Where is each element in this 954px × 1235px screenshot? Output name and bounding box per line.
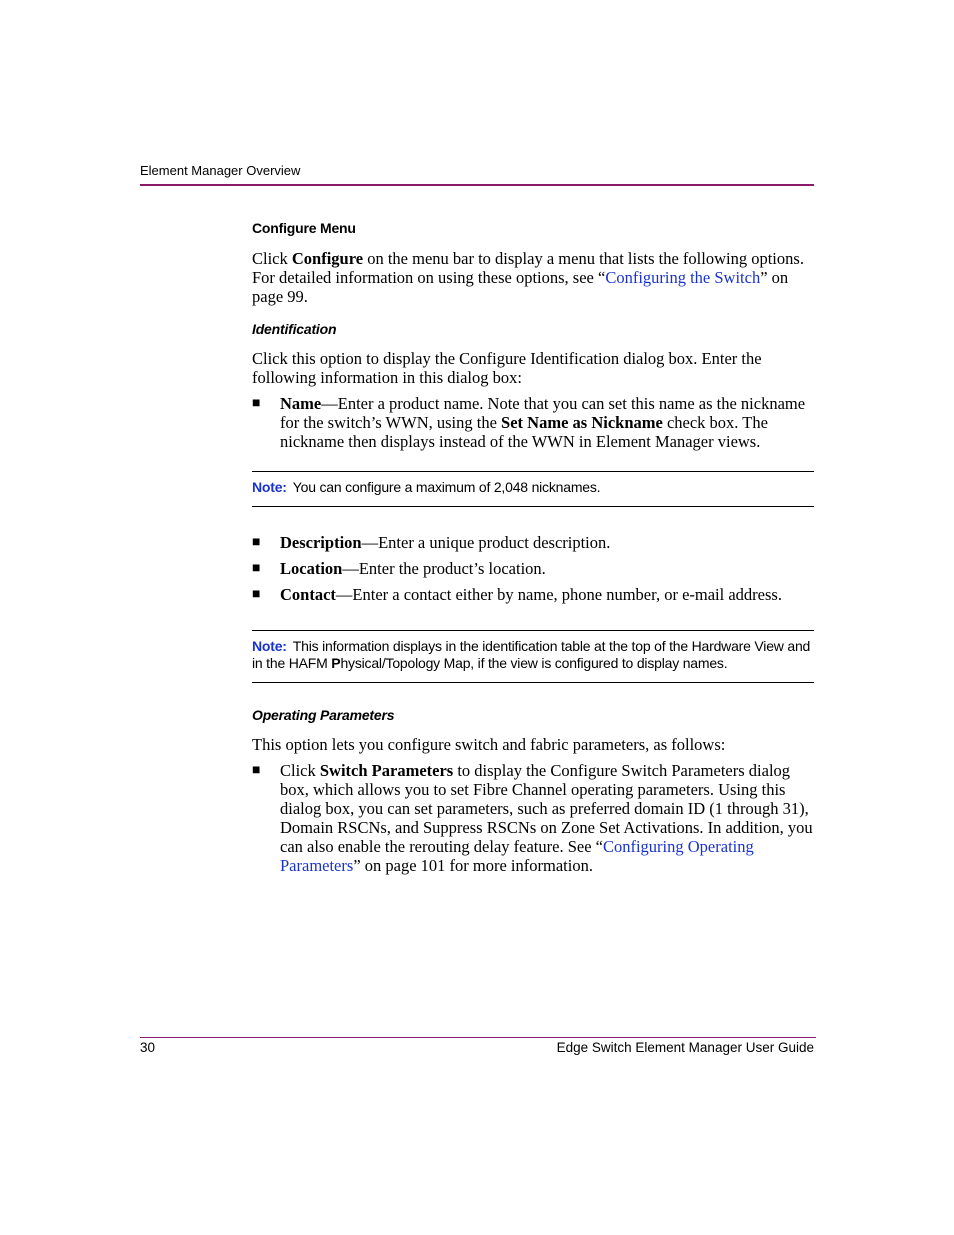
intro-bold-configure: Configure	[291, 249, 364, 268]
item-bold: Location	[280, 559, 343, 578]
note-text-1: This information displays in the identification table at the top of the Hardware View and in the HAFM	[252, 638, 811, 671]
item-text: —Enter a unique product description.	[361, 533, 611, 552]
section-intro	[252, 249, 814, 306]
name-text-2: check box. The nickname then displays instead of the WWN in Element Manager views.	[280, 413, 768, 451]
set-name-bold: Set Name as Nickname	[501, 413, 663, 432]
note-text: You can configure a maximum of 2,048 nicknames.	[292, 479, 601, 495]
header-rule	[140, 184, 814, 186]
identification-intro: Click this option to display the Configure Identification dialog box. Enter the following information in this dialog box:	[252, 349, 762, 387]
operating-heading: Operating Parameters	[252, 707, 395, 723]
list-item-name	[252, 394, 814, 451]
operating-list	[252, 761, 814, 875]
note-identification-table	[252, 630, 814, 683]
item-text: —Enter a contact either by name, phone number, or e-mail address.	[335, 585, 782, 604]
bullet-icon: ■	[252, 561, 261, 576]
list-item	[252, 559, 814, 578]
configuring-switch-link[interactable]: Configuring the Switch	[605, 268, 761, 287]
identification-name-list	[252, 394, 814, 451]
identification-fields-list	[252, 533, 814, 604]
page-number: 30	[140, 1040, 156, 1055]
name-bold: Name	[280, 394, 322, 413]
list-item-switch-parameters	[252, 761, 814, 875]
configuring-operating-parameters-link[interactable]: Configuring Operating Parameters	[280, 837, 754, 875]
op-text-3: ” on page 101 for more information.	[353, 856, 593, 875]
intro-text-2: on the menu bar to display a menu that lists the following options. For detailed information on using these options, see “	[252, 249, 804, 287]
name-text-1: —Enter a product name. Note that you can set this name as the nickname for the switch’s WWN, using the	[280, 394, 806, 432]
switch-parameters-bold: Switch Parameters	[319, 761, 454, 780]
page-content	[252, 219, 814, 882]
identification-heading: Identification	[252, 321, 337, 337]
note-label: Note:	[252, 479, 287, 495]
note-label: Note:	[252, 638, 287, 654]
list-item	[252, 533, 814, 552]
bullet-icon: ■	[252, 763, 261, 778]
op-text-1: Click	[280, 761, 320, 780]
document-title: Edge Switch Element Manager User Guide	[556, 1040, 814, 1055]
note-text-2: hysical/Topology Map, if the view is configured to display names.	[340, 655, 728, 671]
note-nicknames	[252, 471, 814, 507]
op-text-2: to display the Configure Switch Parameters dialog box, which allows you to set Fibre Channel operating parameters. Using this dialog box, you can set parameters, such as preferred domain ID (1 through 31), Domain RSCNs, and Suppress RSCNs on Zone Set Activations. In addition, you can also enable the rerouting delay feature. See “	[280, 761, 813, 856]
bullet-icon: ■	[252, 587, 261, 602]
item-text: —Enter the product’s location.	[342, 559, 546, 578]
bullet-icon: ■	[252, 396, 261, 411]
operating-intro: This option lets you configure switch and fabric parameters, as follows:	[252, 735, 726, 754]
section-heading: Configure Menu	[252, 220, 356, 236]
bullet-icon: ■	[252, 535, 261, 550]
footer-rule	[140, 1037, 816, 1038]
item-bold: Contact	[280, 585, 336, 604]
running-header: Element Manager Overview	[140, 163, 301, 178]
note-bold: P	[331, 655, 341, 671]
intro-text-3: ” on page 99.	[252, 268, 789, 306]
intro-text-1: Click	[252, 249, 292, 268]
list-item	[252, 585, 814, 604]
item-bold: Description	[280, 533, 362, 552]
